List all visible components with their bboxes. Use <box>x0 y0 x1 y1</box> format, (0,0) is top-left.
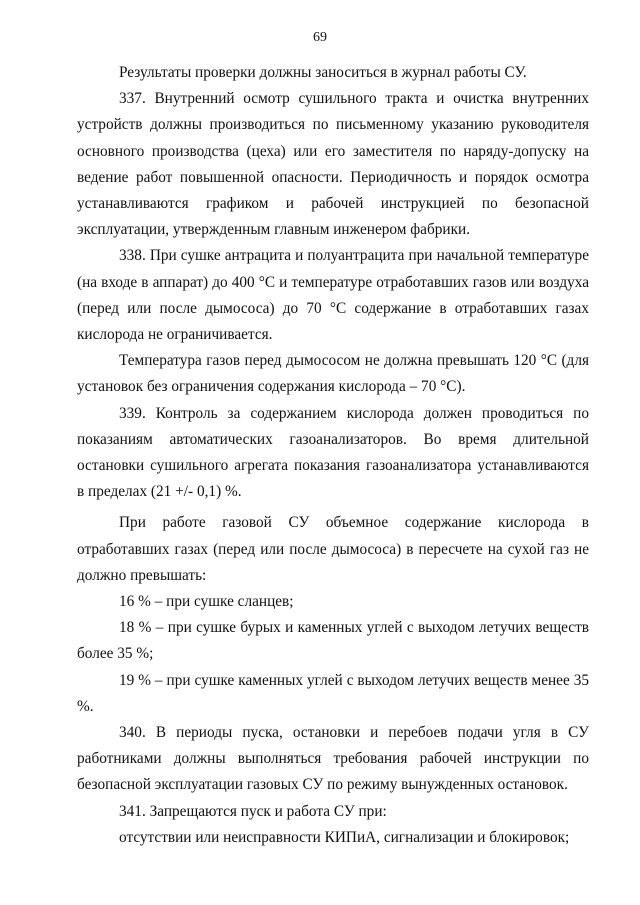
paragraph-results: Результаты проверки должны заноситься в журнал работы СУ. <box>119 64 527 81</box>
document-body <box>77 60 589 851</box>
list-item-hard-coal: 19 % – при сушке каменных углей с выходом летучих веществ менее 35 %. <box>77 671 589 715</box>
page-number: 69 <box>313 30 327 45</box>
paragraph-338: 338. При сушке антрацита и полуантрацита при начальной температуре (на входе в аппарат) до 400 °С и температуре отработавших газов или воздуха (перед или после дымососа) до 70 °С содержание в отработавших газах кислорода не ограничивается. <box>77 247 589 344</box>
list-item-brown-coal: 18 % – при сушке бурых и каменных углей с выходом летучих веществ более 35 %; <box>77 619 589 663</box>
paragraph-gas-temperature: Температура газов перед дымососом не должна превышать 120 °С (для установок без ограничения содержания кислорода – 70 °С). <box>77 352 589 396</box>
list-item-shale: 16 % – при сушке сланцев; <box>119 593 294 611</box>
paragraph-340: 340. В периоды пуска, остановки и перебоев подачи угля в СУ работниками должны выполняться требования рабочей инструкции по безопасной эксплуатации газовых СУ по режиму вынужденных остановок. <box>77 724 589 794</box>
paragraph-337: 337. Внутренний осмотр сушильного тракта и очистка внутренних устройств должны производиться по письменному указанию руководителя основного производства (цеха) или его заместителя по наряду-допуску на ведение работ повышенной опасности. Периодичность и порядок осмотра устанавливаются графиком и рабочей инструкцией по безопасной эксплуатации, утвержденным главным инженером фабрики. <box>77 90 589 239</box>
paragraph-oxygen-limits: При работе газовой СУ объемное содержание кислорода в отработавших газах (перед или после дымососа) в пересчете на сухой газ не должно превышать: <box>77 514 589 584</box>
list-item-kip: отсутствии или неисправности КИПиА, сигнализации и блокировок; <box>119 828 570 846</box>
paragraph-339: 339. Контроль за содержанием кислорода должен проводиться по показаниям автоматических газоанализаторов. Во время длительной остановки сушильного агрегата показания газоанализатора устанавливаются в пределах (21 +/- 0,1) %. <box>77 404 589 501</box>
paragraph-341: 341. Запрещаются пуск и работа СУ при: <box>119 802 387 820</box>
